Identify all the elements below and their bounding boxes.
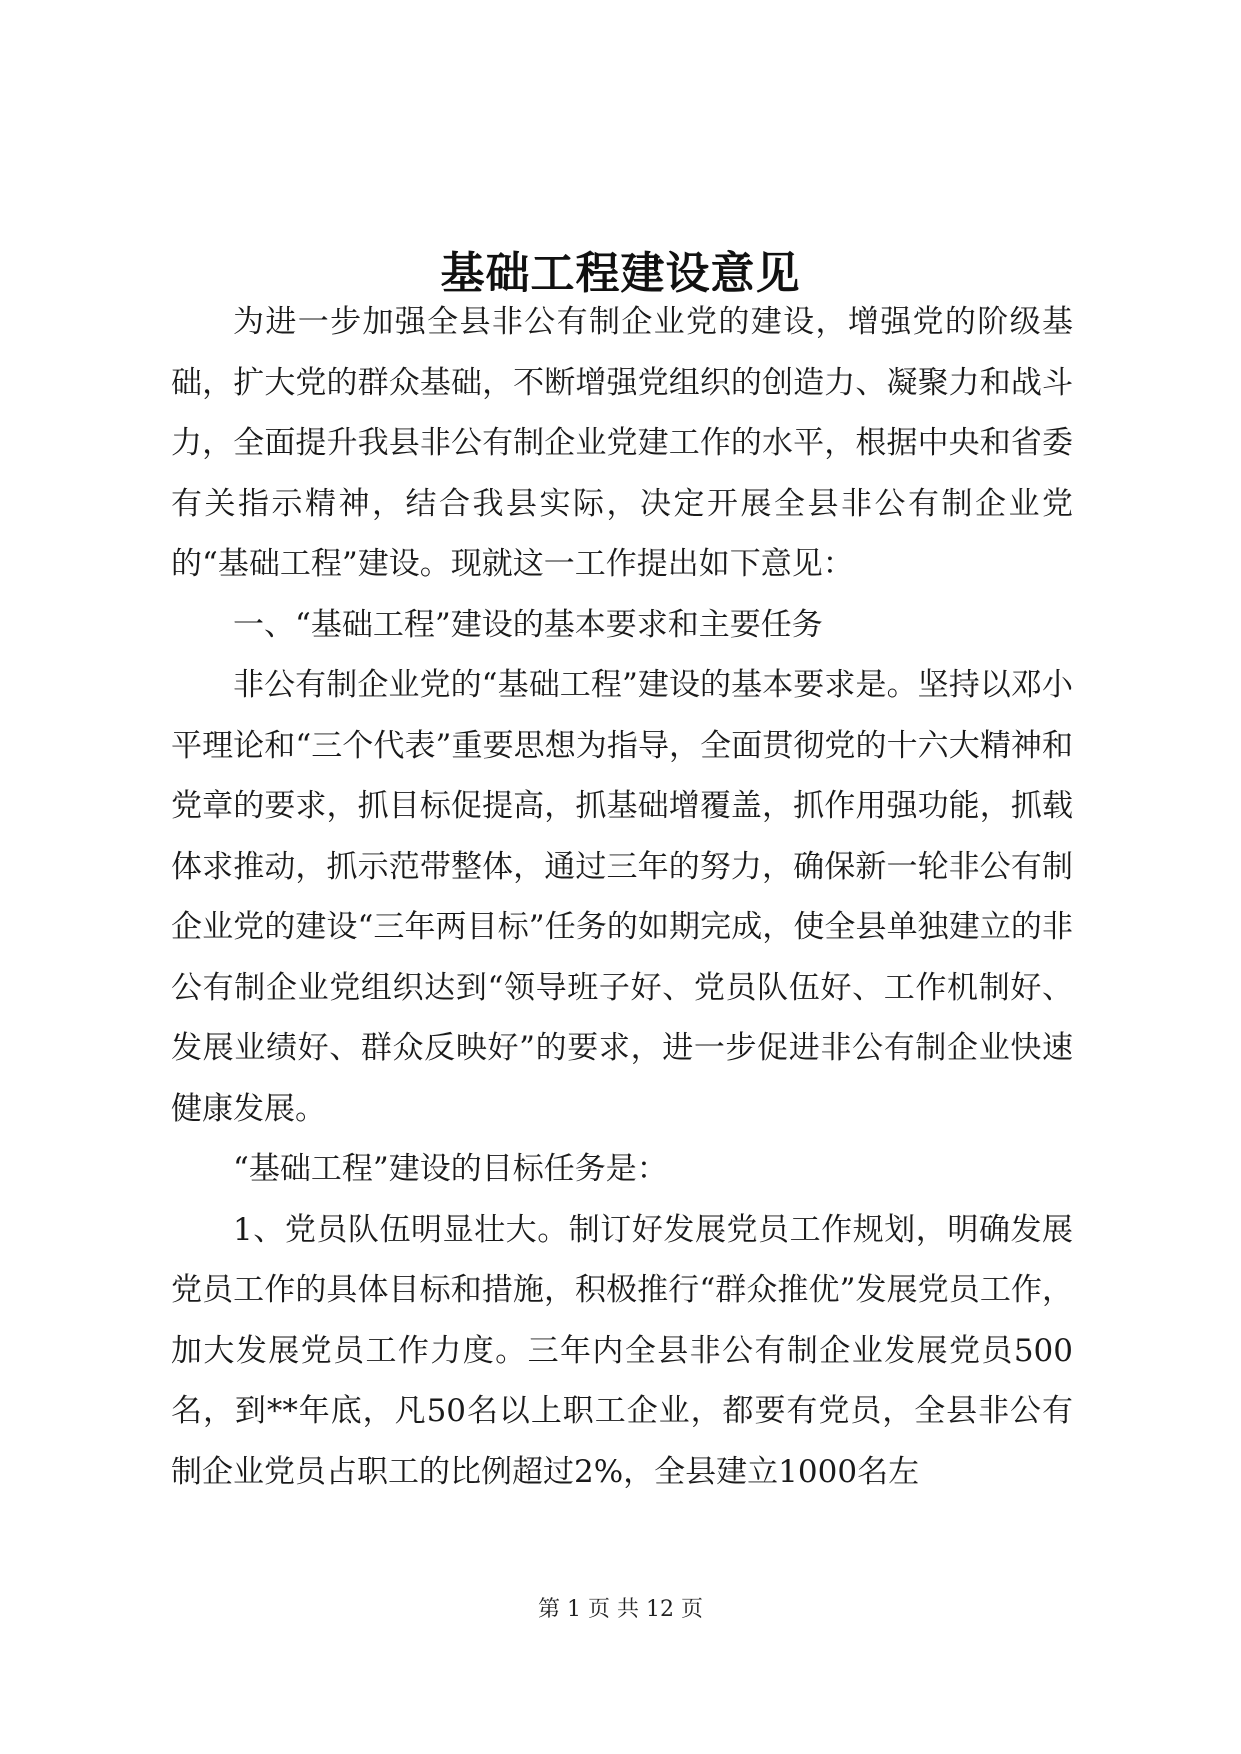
document-title: 基础工程建设意见 [440, 248, 801, 300]
section-heading: 一、“基础工程”建设的基本要求和主要任务 [233, 606, 823, 643]
page-footer: 第 1 页 共 12 页 [538, 1597, 703, 1622]
paragraph-basic-requirements: 非公有制企业党的“基础工程”建设的基本要求是。坚持以邓小平理论和“三个代表”重要思想为指导，全面贯彻党的十六大精神和党章的要求，抓目标促提高，抓基础增覆盖，抓作用强功能，抓载体求推动，抓示范带整体，通过三年的努力，确保新一轮非公有制企业党的建设“三年两目标”任务的如期完成，使全县单独建立的非公有制企业党组织达到“领导班子好、党员队伍好、工作机制好、发展业绩好、群众反映好”的要求，进一步促进非公有制企业快速健康发展。 [171, 667, 1073, 1127]
paragraph-intro: 为进一步加强全县非公有制企业党的建设，增强党的阶级基础，扩大党的群众基础，不断增强党组织的创造力、凝聚力和战斗力，全面提升我县非公有制企业党建工作的水平，根据中央和省委有关指示精神，结合我县实际，决定开展全县非公有制企业党的“基础工程”建设。现就这一工作提出如下意见： [171, 304, 1073, 582]
document-body [171, 292, 1073, 1502]
paragraph-task-1: 1、党员队伍明显壮大。制订好发展党员工作规划，明确发展党员工作的具体目标和措施，积极推行“群众推优”发展党员工作，加大发展党员工作力度。三年内全县非公有制企业发展党员500名，到**年底，凡50名以上职工企业，都要有党员，全县非公有制企业党员占职工的比例超过2%，全县建立1000名左 [171, 1211, 1073, 1490]
paragraph-target-tasks-lead: “基础工程”建设的目标任务是： [233, 1151, 668, 1187]
